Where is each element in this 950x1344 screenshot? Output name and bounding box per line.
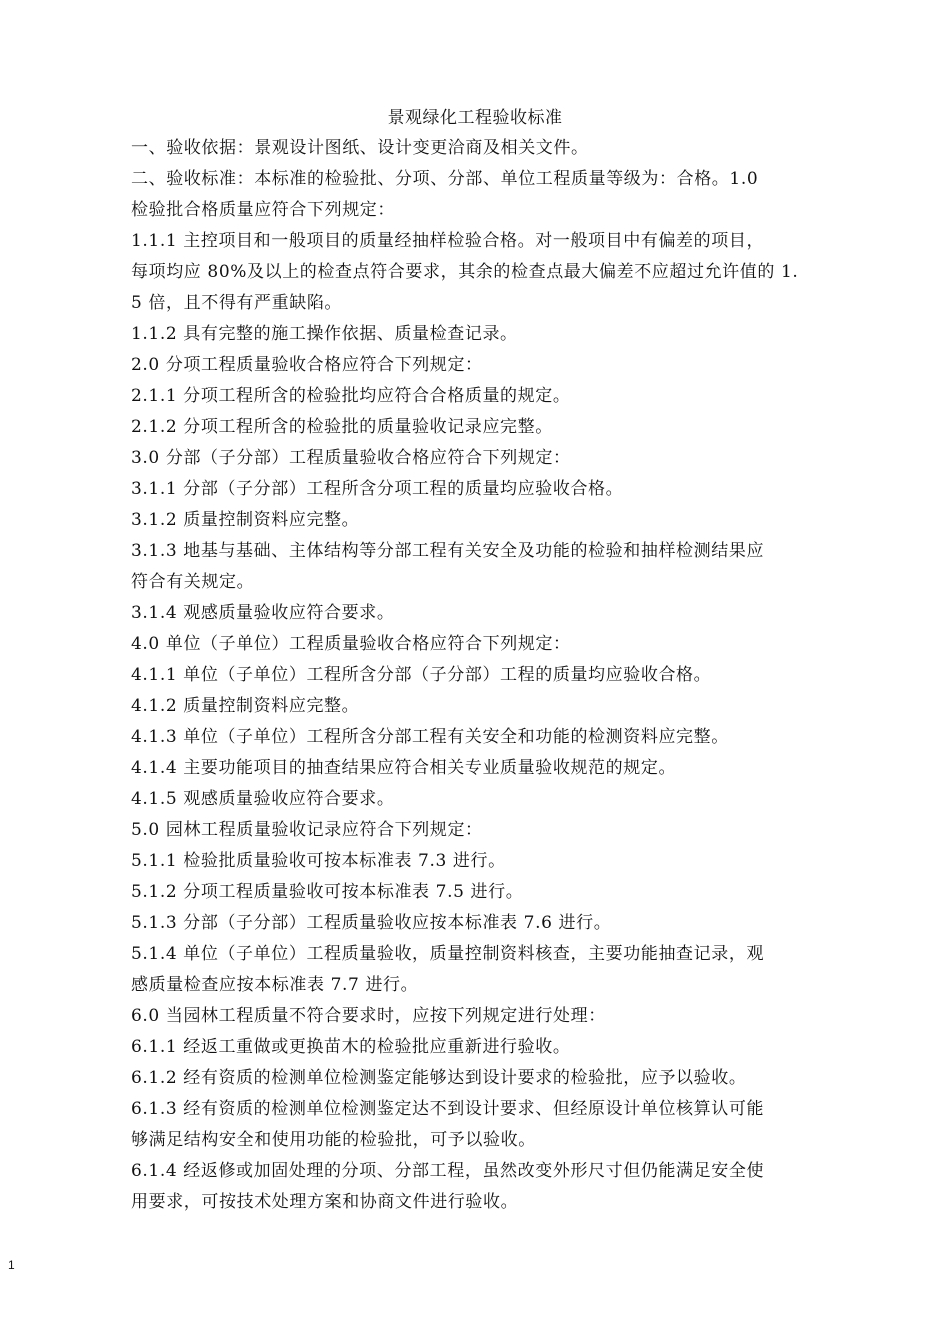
document-title: 景观绿化工程验收标准 (387, 108, 563, 128)
body-line: 1.1.2 具有完整的施工操作依据、质量检查记录。 (131, 324, 518, 344)
body-line: 3.1.2 质量控制资料应完整。 (131, 510, 360, 530)
body-line: 5.1.1 检验批质量验收可按本标准表 7.3 进行。 (131, 851, 506, 871)
body-line: 4.1.1 单位（子单位）工程所含分部（子分部）工程的质量均应验收合格。 (131, 665, 712, 685)
body-line: 4.1.5 观感质量验收应符合要求。 (131, 789, 395, 809)
body-line: 4.1.4 主要功能项目的抽查结果应符合相关专业质量验收规范的规定。 (131, 758, 677, 778)
body-line: 3.0 分部（子分部）工程质量验收合格应符合下列规定： (131, 448, 571, 468)
body-line: 5.1.3 分部（子分部）工程质量验收应按本标准表 7.6 进行。 (131, 913, 612, 933)
body-line: 3.1.4 观感质量验收应符合要求。 (131, 603, 395, 623)
body-line: 5.1.4 单位（子单位）工程质量验收，质量控制资料核查，主要功能抽查记录，观 (131, 944, 765, 964)
body-line: 6.1.4 经返修或加固处理的分项、分部工程，虽然改变外形尺寸但仍能满足安全使 (131, 1161, 765, 1181)
body-line: 一、验收依据：景观设计图纸、设计变更洽商及相关文件。 (131, 138, 589, 158)
body-line: 6.1.2 经有资质的检测单位检测鉴定能够达到设计要求的检验批，应予以验收。 (131, 1068, 747, 1088)
body-line: 符合有关规定。 (131, 572, 255, 592)
body-line: 5 倍，且不得有严重缺陷。 (131, 293, 343, 313)
body-line: 二、验收标准：本标准的检验批、分项、分部、单位工程质量等级为：合格。1.0 (131, 169, 759, 189)
body-line: 检验批合格质量应符合下列规定： (131, 200, 395, 220)
body-line: 2.1.2 分项工程所含的检验批的质量验收记录应完整。 (131, 417, 553, 437)
body-line: 6.1.3 经有资质的检测单位检测鉴定达不到设计要求、但经原设计单位核算认可能 (131, 1099, 765, 1119)
body-line: 3.1.3 地基与基础、主体结构等分部工程有关安全及功能的检验和抽样检测结果应 (131, 541, 765, 561)
body-line: 5.0 园林工程质量验收记录应符合下列规定： (131, 820, 483, 840)
body-line: 4.1.3 单位（子单位）工程所含分部工程有关安全和功能的检测资料应完整。 (131, 727, 729, 747)
body-line: 1.1.1 主控项目和一般项目的质量经抽样检验合格。对一般项目中有偏差的项目， (131, 231, 765, 251)
body-line: 4.0 单位（子单位）工程质量验收合格应符合下列规定： (131, 634, 571, 654)
document-body (131, 133, 831, 1218)
body-line: 每项均应 80%及以上的检查点符合要求，其余的检查点最大偏差不应超过允许值的 1. (131, 262, 799, 282)
body-line: 5.1.2 分项工程质量验收可按本标准表 7.5 进行。 (131, 882, 524, 902)
body-line: 够满足结构安全和使用功能的检验批，可予以验收。 (131, 1130, 536, 1150)
body-line: 4.1.2 质量控制资料应完整。 (131, 696, 360, 716)
body-line: 感质量检查应按本标准表 7.7 进行。 (131, 975, 419, 995)
body-line: 用要求，可按技术处理方案和协商文件进行验收。 (131, 1192, 519, 1212)
body-line: 6.0 当园林工程质量不符合要求时，应按下列规定进行处理： (131, 1006, 606, 1026)
body-line: 6.1.1 经返工重做或更换苗木的检验批应重新进行验收。 (131, 1037, 571, 1057)
body-line: 3.1.1 分部（子分部）工程所含分项工程的质量均应验收合格。 (131, 479, 624, 499)
body-line: 2.1.1 分项工程所含的检验批均应符合合格质量的规定。 (131, 386, 571, 406)
page-number: 1 (8, 1258, 15, 1272)
body-line: 2.0 分项工程质量验收合格应符合下列规定： (131, 355, 483, 375)
